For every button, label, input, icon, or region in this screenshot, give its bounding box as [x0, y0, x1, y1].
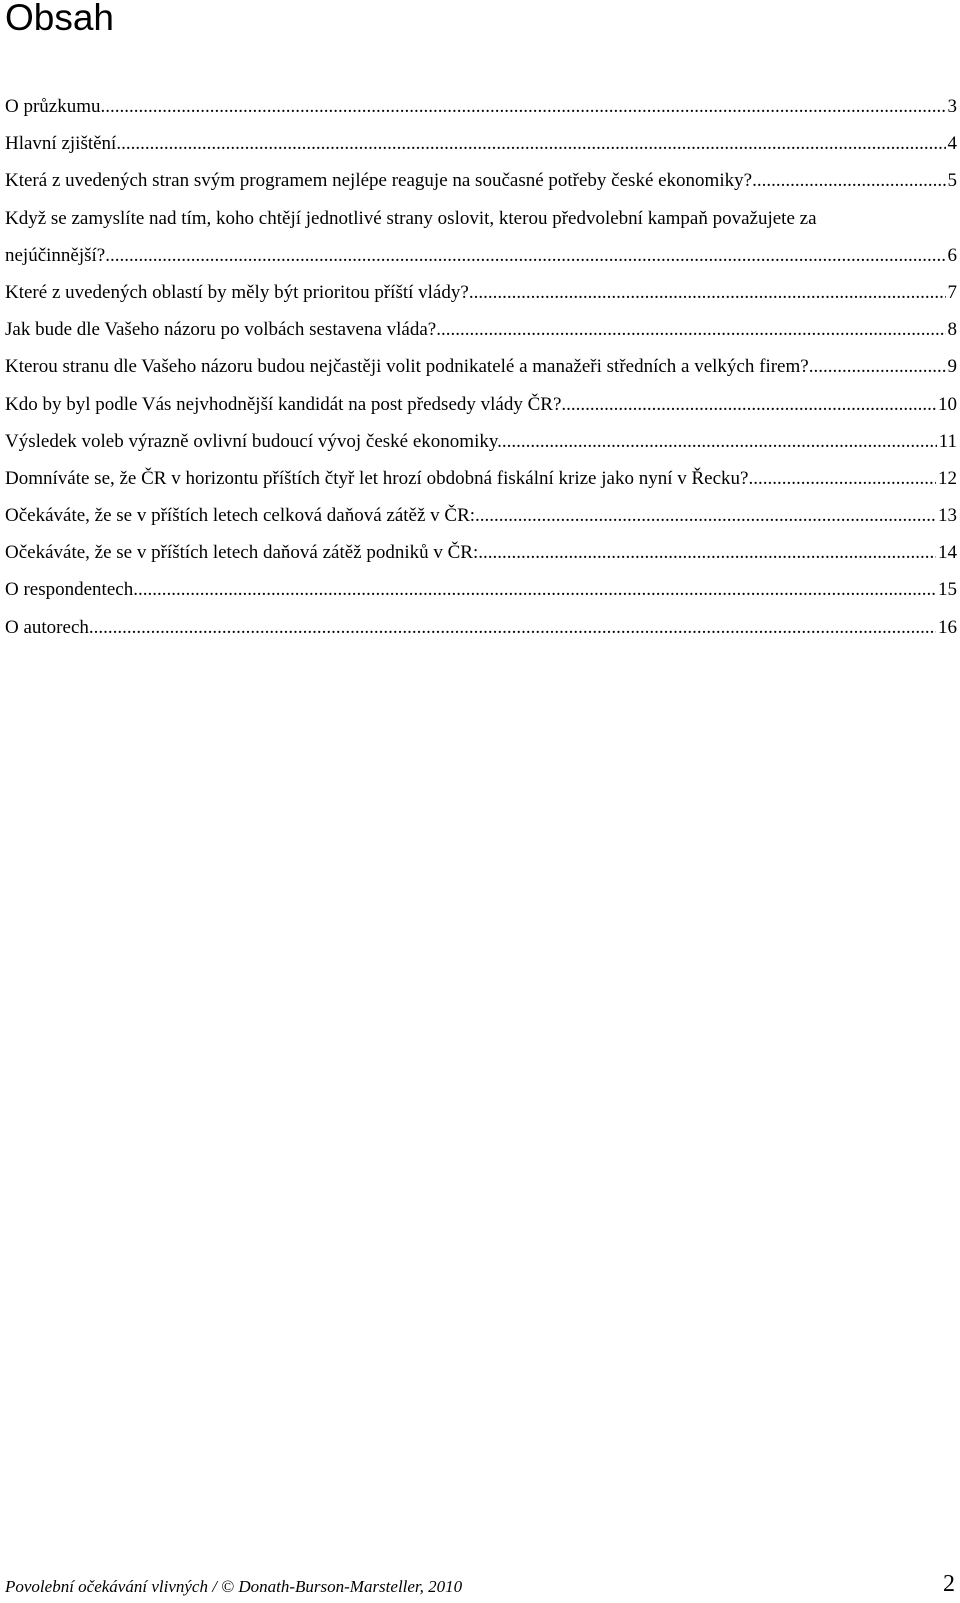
toc-page-number: 12 [938, 467, 957, 489]
toc-page-number: 11 [938, 430, 957, 452]
toc-page-number: 5 [947, 170, 957, 192]
toc-entry-title: O respondentech [5, 579, 134, 601]
toc-page-number: 15 [938, 579, 957, 601]
toc-page-number: 13 [938, 505, 957, 527]
toc-entry[interactable] [5, 274, 957, 311]
toc-entry[interactable] [5, 200, 957, 274]
toc-page-number: 10 [938, 393, 957, 415]
page-footer [5, 1570, 957, 1598]
toc-entry-title: Očekáváte, že se v příštích letech daňová zátěž podniků v ČR: [5, 542, 479, 564]
toc-entry[interactable] [5, 311, 957, 348]
page-title: Obsah [5, 0, 115, 38]
toc-entry-title: Kterou stranu dle Vašeho názoru budou nejčastěji volit podnikatelé a manažeři středních a velkých firem? [5, 356, 809, 378]
toc-entry-title: Která z uvedených stran svým programem nejlépe reaguje na současné potřeby české ekonomiky? [5, 170, 753, 192]
toc-entry[interactable] [5, 386, 957, 423]
dot-leader [105, 237, 945, 274]
toc-entry-title-line1: Když se zamyslíte nad tím, koho chtějí jednotlivé strany oslovit, kterou předvolební kampaň považujete za [5, 207, 817, 229]
toc-entry[interactable] [5, 609, 957, 646]
toc-entry[interactable] [5, 88, 957, 125]
toc-entry-title: Hlavní zjištění [5, 133, 117, 155]
toc-entry-title: O průzkumu [5, 96, 101, 117]
toc-entry[interactable] [5, 460, 957, 497]
toc-page-number: 16 [938, 616, 957, 638]
toc-entry[interactable] [5, 534, 957, 571]
dot-leader [436, 311, 945, 348]
dot-leader [502, 423, 937, 460]
toc-page-number: 9 [947, 356, 957, 378]
toc-entry-title: Které z uvedených oblastí by měly být prioritou příští vlády? [5, 281, 469, 303]
dot-leader [116, 125, 945, 162]
toc-entry[interactable] [5, 571, 957, 608]
dot-leader [478, 534, 936, 571]
dot-leader [475, 497, 936, 534]
toc-entry[interactable] [5, 497, 957, 534]
toc-entry-title: nejúčinnější? [5, 244, 106, 266]
toc-entry-title: Jak bude dle Vašeho názoru po volbách sestavena vláda? [5, 319, 437, 341]
toc-page-number: 7 [947, 281, 957, 303]
toc-entry[interactable] [5, 162, 957, 199]
toc-page-number: 3 [947, 96, 957, 117]
dot-leader [89, 609, 936, 646]
dot-leader [469, 274, 946, 311]
toc-page-number: 6 [947, 244, 957, 266]
toc-entry-title: Očekáváte, že se v příštích letech celková daňová zátěž v ČR: [5, 505, 476, 527]
toc-page-number: 4 [947, 133, 957, 155]
toc-entry[interactable] [5, 423, 957, 460]
toc-page-number: 8 [947, 319, 957, 341]
toc-page-number: 14 [938, 542, 957, 564]
toc-entry-title: Výsledek voleb výrazně ovlivní budoucí vývoj české ekonomiky. [5, 430, 502, 452]
dot-leader [101, 88, 946, 125]
toc-entry-title: O autorech [5, 616, 89, 638]
toc-entry-title: Domníváte se, že ČR v horizontu příštích čtyř let hrozí obdobná fiskální krize jako nyní v Řecku? [5, 467, 749, 489]
toc-entry[interactable] [5, 348, 957, 385]
footer-page-number: 2 [943, 1571, 955, 1597]
table-of-contents [5, 88, 957, 646]
dot-leader [561, 386, 936, 423]
footer-text: Povolební očekávání vlivných / © Donath-Burson-Marsteller, 2010 [5, 1577, 463, 1596]
dot-leader [752, 162, 945, 199]
toc-entry[interactable] [5, 125, 957, 162]
toc-entry-title: Kdo by byl podle Vás nejvhodnější kandidát na post předsedy vlády ČR? [5, 393, 562, 415]
dot-leader [133, 571, 936, 608]
dot-leader [748, 460, 936, 497]
dot-leader [809, 348, 946, 385]
